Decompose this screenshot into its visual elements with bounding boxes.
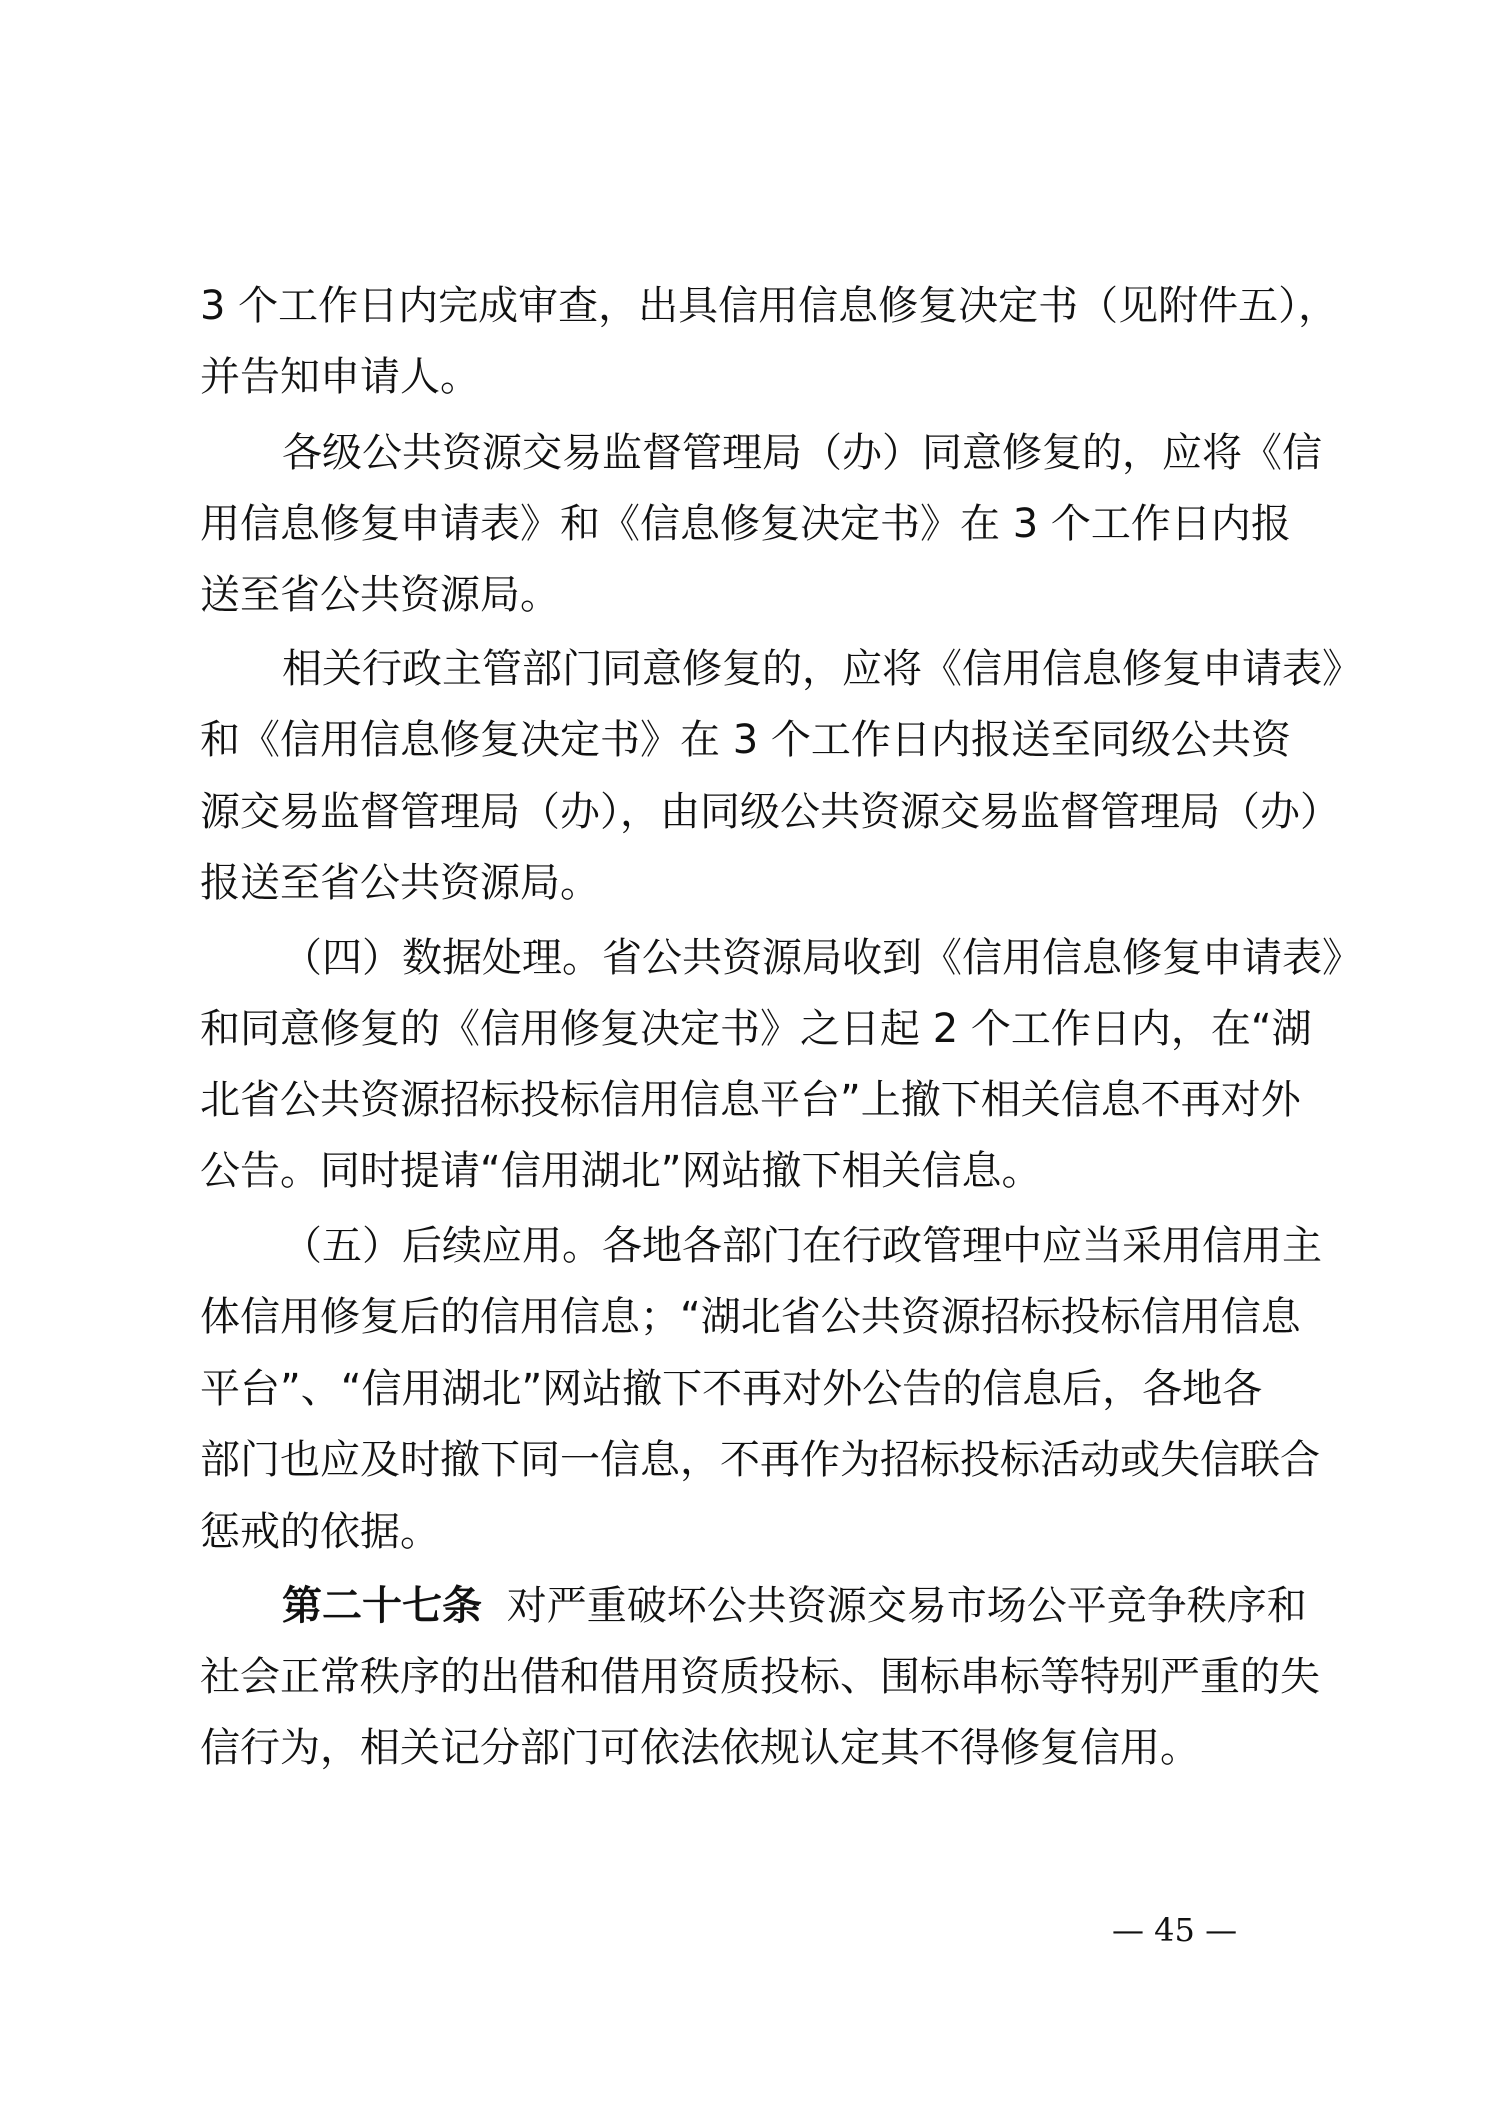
text-line: 3 个工作日内完成审查，出具信用信息修复决定书（见附件五），: [200, 283, 1339, 329]
text-line: 报送至省公共资源局。: [200, 860, 600, 906]
text-line: 平台”、“信用湖北”网站撤下不再对外公告的信息后，各地各: [200, 1366, 1263, 1412]
text-line: 并告知申请人。: [200, 354, 480, 400]
text-line: 部门也应及时撤下同一信息，不再作为招标投标活动或失信联合: [200, 1437, 1320, 1483]
paragraph-start-line: 相关行政主管部门同意修复的，应将《信用信息修复申请表》: [282, 646, 1362, 692]
article-heading: 第二十七条: [282, 1583, 482, 1629]
text-line: 惩戒的依据。: [200, 1509, 440, 1555]
paragraph-start-line: （五）后续应用。各地各部门在行政管理中应当采用信用主: [282, 1223, 1322, 1269]
paragraph-start-line: 各级公共资源交易监督管理局（办）同意修复的，应将《信: [282, 430, 1322, 476]
text-line: 信行为，相关记分部门可依法依规认定其不得修复信用。: [200, 1725, 1200, 1771]
article-text: 对严重破坏公共资源交易市场公平竞争秩序和: [506, 1583, 1307, 1629]
text-line: 源交易监督管理局（办），由同级公共资源交易监督管理局（办）: [200, 789, 1340, 835]
paragraph-start-line: （四）数据处理。省公共资源局收到《信用信息修复申请表》: [282, 935, 1362, 981]
text-line: 体信用修复后的信用信息；“湖北省公共资源招标投标信用信息: [200, 1294, 1301, 1340]
text-line: 北省公共资源招标投标信用信息平台”上撤下相关信息不再对外: [200, 1077, 1301, 1123]
text-line: 和《信用信息修复决定书》在 3 个工作日内报送至同级公共资: [200, 717, 1291, 763]
text-line: 和同意修复的《信用修复决定书》之日起 2 个工作日内，在“湖: [200, 1006, 1312, 1052]
text-line: 送至省公共资源局。: [200, 572, 560, 618]
text-line: 公告。同时提请“信用湖北”网站撤下相关信息。: [200, 1148, 1042, 1194]
article-first-line: [282, 1582, 1307, 1630]
page-number: — 45 —: [1112, 1911, 1238, 1949]
text-line: 用信息修复申请表》和《信息修复决定书》在 3 个工作日内报: [200, 501, 1291, 547]
text-line: 社会正常秩序的出借和借用资质投标、围标串标等特别严重的失: [200, 1654, 1320, 1700]
